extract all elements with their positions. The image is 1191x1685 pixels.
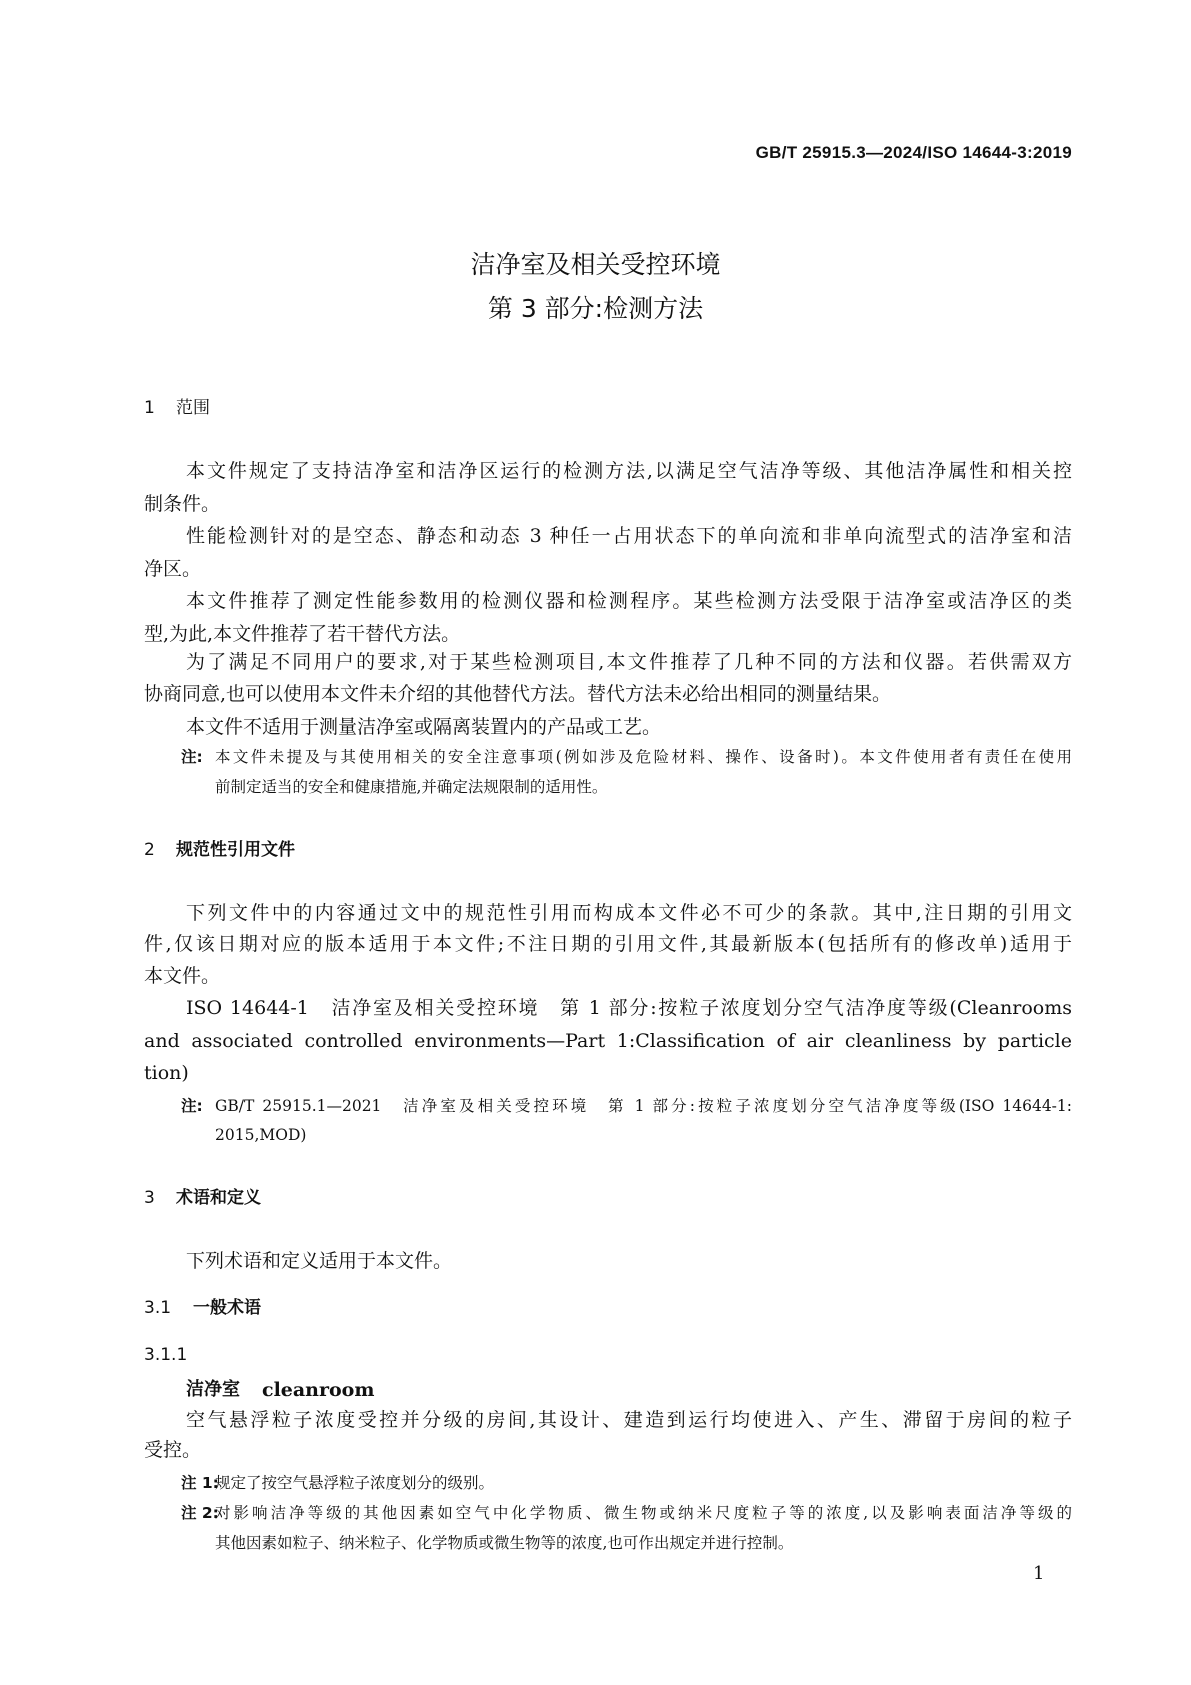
subsection-heading: 一般术语 xyxy=(193,1298,261,1318)
paragraph-line: 性能检测针对的是空态、静态和动态 3 种任一占用状态下的单向流和非单向流型式的洁净室和洁 xyxy=(186,525,1072,547)
page-number: 1 xyxy=(1033,1563,1045,1584)
definition-line: 受控。 xyxy=(144,1439,202,1461)
paragraph-line: 本文件推荐了测定性能参数用的检测仪器和检测程序。某些检测方法受限于洁净室或洁净区的类 xyxy=(186,590,1072,612)
section-2-heading: 规范性引用文件 xyxy=(176,840,295,860)
document-title-line2: 第 3 部分:检测方法 xyxy=(487,294,704,323)
term-number: 3.1.1 xyxy=(144,1345,188,1365)
note-line: 本文件未提及与其使用相关的安全注意事项(例如涉及危险材料、操作、设备时)。本文件使用者有责任在使用 xyxy=(215,748,1072,766)
paragraph-line: 件,仅该日期对应的版本适用于本文件;不注日期的引用文件,其最新版本(包括所有的修改单)适用于 xyxy=(144,933,1072,955)
subsection-number: 3.1 xyxy=(144,1298,172,1318)
paragraph-line: 下列术语和定义适用于本文件。 xyxy=(186,1250,453,1272)
paragraph-line: 协商同意,也可以使用本文件未介绍的其他替代方法。替代方法未必给出相同的测量结果。 xyxy=(144,683,892,705)
document-title-line1: 洁净室及相关受控环境 xyxy=(470,250,721,279)
note-label: 注: xyxy=(181,1097,203,1115)
reference-line: tion) xyxy=(144,1062,189,1084)
paragraph-line: 型,为此,本文件推荐了若干替代方法。 xyxy=(144,623,461,645)
paragraph-line: 本文件规定了支持洁净室和洁净区运行的检测方法,以满足空气洁净等级、其他洁净属性和相关控 xyxy=(186,460,1072,482)
note-label: 注: xyxy=(181,748,203,766)
term-chinese: 洁净室 xyxy=(186,1379,240,1400)
section-1-number: 1 xyxy=(144,398,155,418)
note-label: 注 1: xyxy=(181,1474,219,1492)
note-line: 对影响洁净等级的其他因素如空气中化学物质、微生物或纳米尺度粒子等的浓度,以及影响表面洁净等级的 xyxy=(215,1504,1072,1522)
standard-number: GB/T 25915.3—2024/ISO 14644-3:2019 xyxy=(755,143,1072,162)
paragraph-line: 为了满足不同用户的要求,对于某些检测项目,本文件推荐了几种不同的方法和仪器。若供需双方 xyxy=(186,651,1072,673)
note-line: 其他因素如粒子、纳米粒子、化学物质或微生物等的浓度,也可作出规定并进行控制。 xyxy=(215,1534,794,1552)
note-line: 规定了按空气悬浮粒子浓度划分的级别。 xyxy=(215,1474,495,1492)
reference-line: ISO 14644-1 洁净室及相关受控环境 第 1 部分:按粒子浓度划分空气洁净度等级(Cleanrooms xyxy=(186,997,1072,1019)
section-1-heading: 范围 xyxy=(176,398,210,418)
note-line: 2015,MOD) xyxy=(215,1126,307,1144)
section-3-number: 3 xyxy=(144,1188,155,1208)
paragraph-line: 本文件。 xyxy=(144,965,221,987)
section-3-heading: 术语和定义 xyxy=(176,1188,261,1208)
definition-line: 空气悬浮粒子浓度受控并分级的房间,其设计、建造到运行均使进入、产生、滞留于房间的粒子 xyxy=(186,1409,1072,1431)
paragraph-line: 制条件。 xyxy=(144,493,221,515)
note-line: 前制定适当的安全和健康措施,并确定法规限制的适用性。 xyxy=(215,778,608,796)
note-line: GB/T 25915.1—2021 洁净室及相关受控环境 第 1 部分:按粒子浓度划分空气洁净度等级(ISO 14644-1: xyxy=(215,1097,1072,1115)
paragraph-line: 本文件不适用于测量洁净室或隔离装置内的产品或工艺。 xyxy=(186,716,662,738)
paragraph-line: 下列文件中的内容通过文中的规范性引用而构成本文件必不可少的条款。其中,注日期的引用文 xyxy=(186,902,1072,924)
reference-line: and associated controlled environments—Part 1:Classification of air cleanliness by particle xyxy=(144,1030,1072,1052)
section-2-number: 2 xyxy=(144,840,155,860)
term-english: cleanroom xyxy=(262,1379,375,1401)
note-label: 注 2: xyxy=(181,1504,219,1522)
paragraph-line: 净区。 xyxy=(144,558,202,580)
